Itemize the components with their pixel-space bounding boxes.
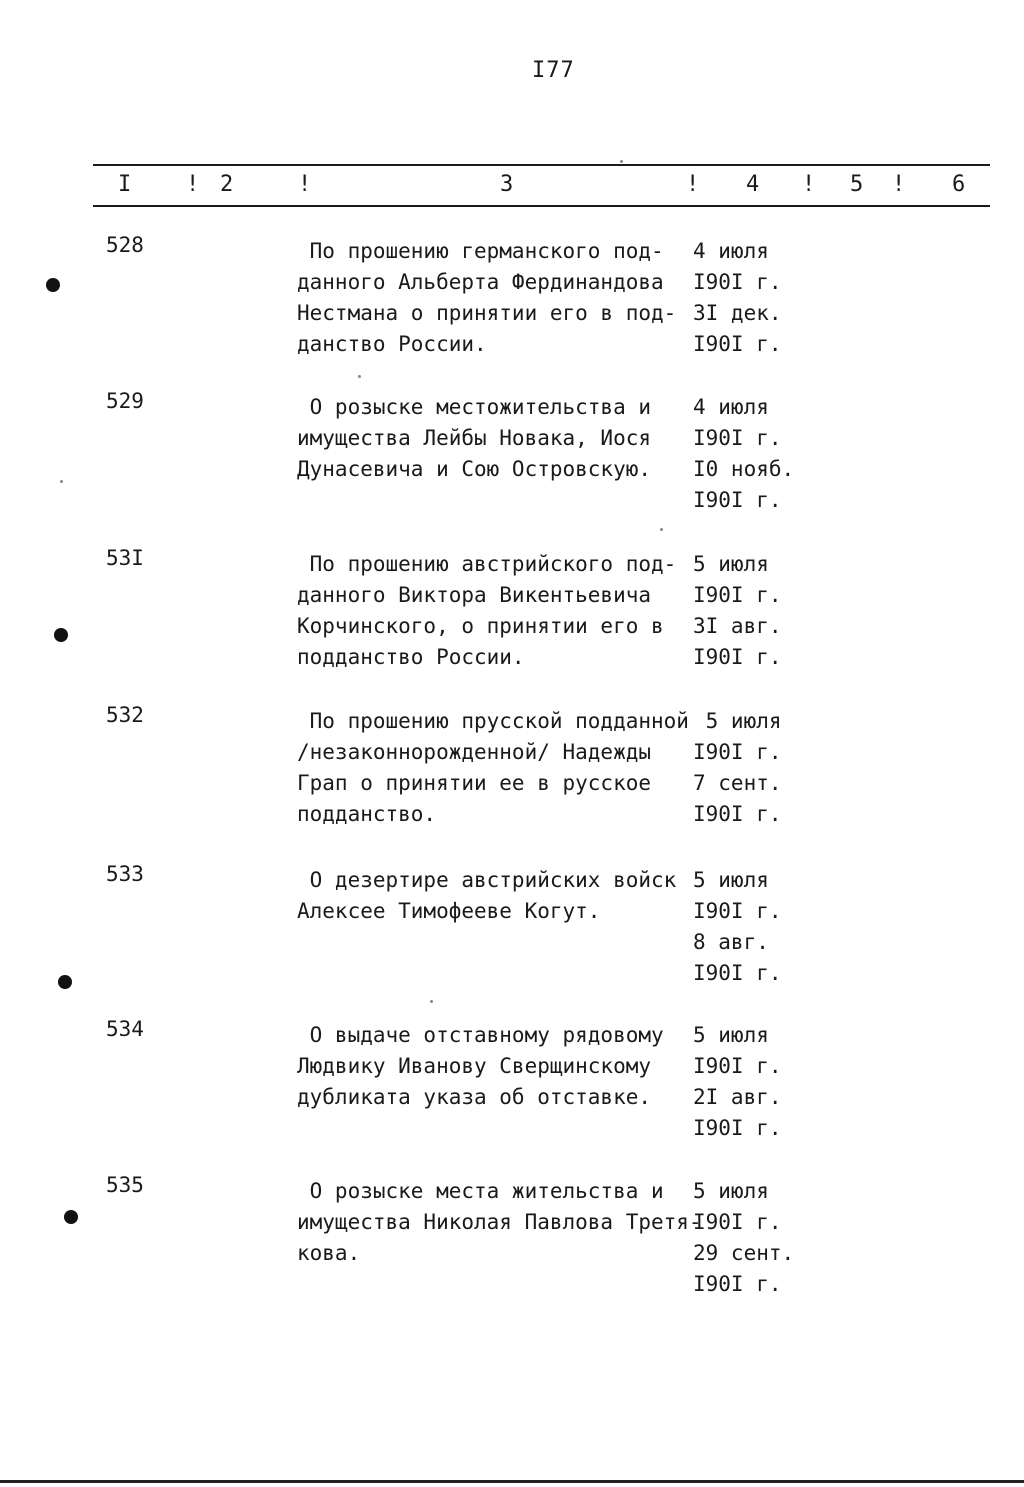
description-line: Корчинского, о принятии его в bbox=[297, 614, 664, 638]
date-line: I90I г. bbox=[693, 426, 782, 450]
date-line: I90I г. bbox=[693, 1116, 782, 1140]
date-line: I90I г. bbox=[693, 740, 782, 764]
description-line: Людвику Иванову Сверщинскому bbox=[297, 1054, 652, 1078]
entry-number: 528 bbox=[106, 233, 144, 257]
header-separator: ! bbox=[686, 172, 700, 197]
date-line: I90I г. bbox=[693, 583, 782, 607]
description-line: Грап о принятии ее в русское bbox=[297, 771, 652, 795]
date-line: 3I дек. bbox=[693, 301, 782, 325]
entry-number: 534 bbox=[106, 1017, 144, 1041]
description-line: О дезертире австрийских войск bbox=[297, 868, 677, 892]
page-number: I77 bbox=[532, 58, 575, 83]
entry-dates bbox=[693, 392, 813, 516]
date-line: 5 июля bbox=[693, 552, 769, 576]
entry-dates bbox=[693, 706, 813, 830]
column-3-header: 3 bbox=[500, 172, 514, 197]
page-bottom-edge bbox=[0, 1480, 1024, 1483]
column-4-header: 4 bbox=[746, 172, 760, 197]
date-line: I90I г. bbox=[693, 332, 782, 356]
description-line: /незаконнорожденной/ Надежды bbox=[297, 740, 652, 764]
date-line: 5 июля bbox=[693, 1179, 769, 1203]
column-5-header: 5 bbox=[850, 172, 864, 197]
entry-dates bbox=[693, 549, 813, 673]
description-line: данного Альберта Фердинандова bbox=[297, 270, 664, 294]
header-separator: ! bbox=[802, 172, 816, 197]
date-line: I90I г. bbox=[693, 1054, 782, 1078]
date-line: I90I г. bbox=[693, 270, 782, 294]
date-line: 7 сент. bbox=[693, 771, 782, 795]
date-line: I0 нояб. bbox=[693, 457, 795, 481]
header-separator: ! bbox=[298, 172, 312, 197]
date-line: 5 июля bbox=[693, 709, 782, 733]
header-separator: ! bbox=[186, 172, 200, 197]
entry-number: 535 bbox=[106, 1173, 144, 1197]
table-header bbox=[0, 172, 1024, 200]
entry-description bbox=[297, 549, 697, 673]
entry-description bbox=[297, 1020, 697, 1113]
column-6-header: 6 bbox=[952, 172, 966, 197]
table-header-top-rule bbox=[93, 164, 990, 166]
date-line: I90I г. bbox=[693, 1272, 782, 1296]
date-line: I90I г. bbox=[693, 488, 782, 512]
entry-number: 529 bbox=[106, 389, 144, 413]
date-line: 5 июля bbox=[693, 868, 769, 892]
description-line: По прошению прусской подданной bbox=[297, 709, 689, 733]
description-line: подданство России. bbox=[297, 645, 525, 669]
date-line: I90I г. bbox=[693, 1210, 782, 1234]
binding-hole-mark bbox=[58, 975, 72, 989]
description-line: По прошению германского под- bbox=[297, 239, 664, 263]
table-header-bottom-rule bbox=[93, 205, 990, 207]
description-line: данство России. bbox=[297, 332, 487, 356]
description-line: имущества Николая Павлова Третя- bbox=[297, 1210, 702, 1234]
description-line: О розыске места жительства и bbox=[297, 1179, 664, 1203]
date-line: 4 июля bbox=[693, 395, 769, 419]
entry-number: 53I bbox=[106, 546, 144, 570]
entry-description bbox=[297, 1176, 702, 1269]
description-line: Нестмана о принятии его в под- bbox=[297, 301, 677, 325]
date-line: I90I г. bbox=[693, 802, 782, 826]
entry-number: 532 bbox=[106, 703, 144, 727]
description-line: Алексее Тимофееве Когут. bbox=[297, 899, 601, 923]
entry-description bbox=[297, 392, 697, 485]
entry-dates bbox=[693, 865, 813, 989]
column-1-header: I bbox=[118, 172, 132, 197]
date-line: 29 сент. bbox=[693, 1241, 795, 1265]
scan-speck bbox=[358, 375, 361, 378]
description-line: подданство. bbox=[297, 802, 437, 826]
date-line: 5 июля bbox=[693, 1023, 769, 1047]
entry-dates bbox=[693, 1176, 813, 1300]
description-line: Дунасевича и Сою Островскую. bbox=[297, 457, 652, 481]
scan-speck bbox=[430, 1000, 433, 1003]
header-separator: ! bbox=[892, 172, 906, 197]
description-line: О выдаче отставному рядовому bbox=[297, 1023, 664, 1047]
date-line: I90I г. bbox=[693, 961, 782, 985]
date-line: I90I г. bbox=[693, 899, 782, 923]
binding-hole-mark bbox=[54, 628, 68, 642]
entry-dates bbox=[693, 236, 813, 360]
column-2-header: 2 bbox=[220, 172, 234, 197]
scan-speck bbox=[620, 160, 623, 163]
date-line: 2I авг. bbox=[693, 1085, 782, 1109]
description-line: дубликата указа об отставке. bbox=[297, 1085, 652, 1109]
date-line: 8 авг. bbox=[693, 930, 769, 954]
entry-description bbox=[297, 706, 697, 830]
description-line: кова. bbox=[297, 1241, 361, 1265]
entry-description bbox=[297, 865, 697, 927]
date-line: 4 июля bbox=[693, 239, 769, 263]
description-line: О розыске местожительства и bbox=[297, 395, 652, 419]
scan-speck bbox=[660, 528, 663, 531]
binding-hole-mark bbox=[64, 1210, 78, 1224]
entry-number: 533 bbox=[106, 862, 144, 886]
binding-hole-mark bbox=[46, 278, 60, 292]
description-line: имущества Лейбы Новака, Иося bbox=[297, 426, 652, 450]
entry-description bbox=[297, 236, 697, 360]
description-line: По прошению австрийского под- bbox=[297, 552, 677, 576]
date-line: I90I г. bbox=[693, 645, 782, 669]
scan-speck bbox=[60, 480, 63, 483]
description-line: данного Виктора Викентьевича bbox=[297, 583, 652, 607]
date-line: 3I авг. bbox=[693, 614, 782, 638]
entry-dates bbox=[693, 1020, 813, 1144]
